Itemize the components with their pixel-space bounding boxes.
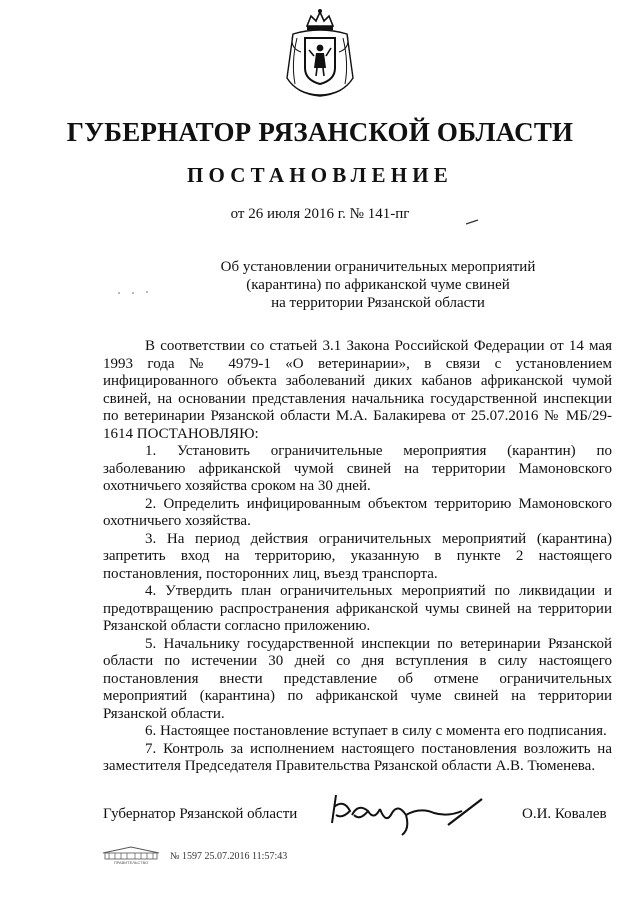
- building-registry-stamp-icon: [99, 845, 163, 865]
- coat-of-arms-icon: [283, 8, 357, 100]
- document-subject: [188, 258, 568, 312]
- registration-stamp: № 1597 25.07.2016 11:57:43: [170, 851, 288, 862]
- clause-paragraph: 1. Установить ограничительные мероприятия (карантин) по заболеванию африканской чумой свиней на территории Мамоновского охотничьего хозяйства сроком на 30 дней.: [103, 443, 612, 494]
- handwritten-signature: [330, 785, 490, 840]
- preamble-paragraph: В соответствии со статьей 3.1 Закона Российской Федерации от 14 мая 1993 года № 4979-1 «О ветеринарии», в связи с установлением инфицированного объекта заболеваний диких кабанов африканской чумой свиней, на основании представления начальника государственной инспекции по ветеринарии Рязанской области М.А. Балакирева от 25.07.2016 № МБ/29-1614 ПОСТАНОВЛЯЮ:: [103, 338, 612, 442]
- registry-logo-text: ПРАВИТЕЛЬСТВО: [113, 860, 149, 865]
- subject-line: на территории Рязанской области: [271, 295, 485, 311]
- subject-line: Об установлении ограничительных мероприятий: [220, 259, 536, 275]
- document-date-number: от 26 июля 2016 г. № 141-пг: [230, 206, 410, 222]
- signatory-name: О.И. Ковалев: [522, 806, 607, 822]
- clause-paragraph: 6. Настоящее постановление вступает в силу с момента его подписания.: [145, 723, 607, 739]
- issuing-authority: ГУБЕРНАТОР РЯЗАНСКОЙ ОБЛАСТИ: [66, 117, 574, 147]
- clause-paragraph: 5. Начальнику государственной инспекции по ветеринарии Рязанской области по истечении 30 дней со дня вступления в силу настоящего постановления внести представление об отмене ограничительных мероприятий (карантина) по африканской чуме свиней на территории Рязанской области.: [103, 635, 612, 722]
- clause-paragraph: 3. На период действия ограничительных мероприятий (карантина) запретить вход на территорию, указанную в пункте 2 настоящего постановления, посторонних лиц, въезд транспорта.: [103, 530, 612, 582]
- pen-mark-icon: [465, 219, 479, 225]
- document-body: [103, 338, 612, 776]
- clause-paragraph: 4. Утвердить план ограничительных мероприятий по ликвидации и предотвращению распространения африканской чумы свиней на территории Рязанской области согласно приложению.: [103, 583, 612, 634]
- document-type: ПОСТАНОВЛЕНИЕ: [186, 163, 454, 187]
- clause-paragraph: 2. Определить инфицированным объектом территорию Мамоновского охотничьего хозяйства.: [103, 495, 612, 529]
- scan-specks-icon: [117, 289, 157, 297]
- signatory-title: Губернатор Рязанской области: [103, 806, 298, 822]
- subject-line: (карантина) по африканской чуме свиней: [246, 277, 510, 293]
- clause-paragraph: 7. Контроль за исполнением настоящего постановления возложить на заместителя Председателя Правительства Рязанской области А.В. Тюменева.: [103, 740, 612, 774]
